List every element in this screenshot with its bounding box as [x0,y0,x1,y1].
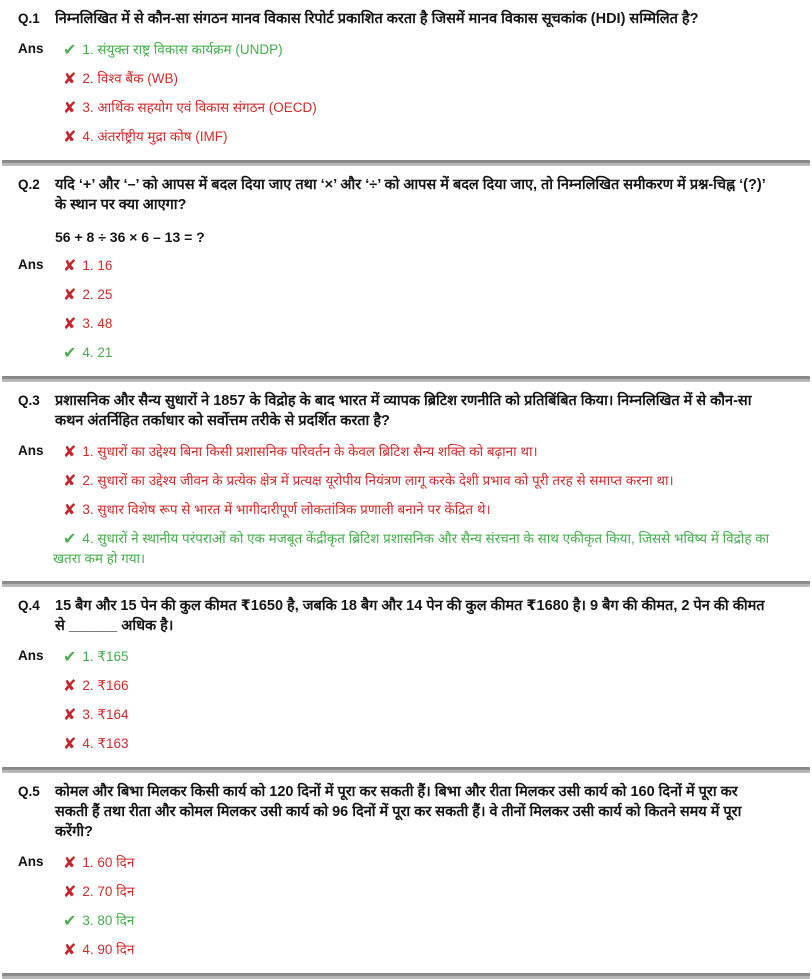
option-text: 2. ₹166 [82,678,129,693]
question-block [0,587,812,767]
question-header-row [18,782,798,842]
option-row [53,256,792,276]
option-text: 1. संयुक्त राष्ट्र विकास कार्यक्रम (UNDP) [82,42,283,57]
question-block [0,773,812,973]
options-list [63,853,798,960]
option-text: 4. 21 [82,345,113,360]
cross-icon: ✘ [63,942,77,959]
option-row [53,98,792,118]
cross-icon: ✘ [63,502,77,519]
option-row [53,940,792,960]
option-text: 4. अंतर्राष्ट्रीय मुद्रा कोष (IMF) [82,129,228,144]
question-header-row [18,175,798,215]
question-number: Q.5 [18,784,40,799]
cross-icon: ✘ [63,258,77,275]
option-row [53,882,792,902]
check-icon: ✔ [63,531,77,548]
question-block [0,382,812,581]
option-row [53,40,792,60]
option-text: 2. विश्व बैंक (WB) [82,71,178,86]
question-text: 15 बैग और 15 पेन की कुल कीमत ₹1650 है, जबकि 18 बैग और 14 पेन की कुल कीमत ₹1680 है। 9 बैग की कीमत, 2 पेन की कीमत से ______ अधिक है। [55,598,765,634]
answer-label: Ans [18,257,44,272]
check-icon: ✔ [63,913,77,930]
option-row [53,647,792,667]
answer-label: Ans [18,648,44,663]
answer-row [18,853,798,960]
option-text: 2. 70 दिन [82,884,135,899]
option-row [53,471,792,491]
answer-label: Ans [18,443,44,458]
question-block [0,0,812,160]
option-text: 2. 25 [82,287,113,302]
option-row [53,734,792,754]
question-header-row [18,596,798,636]
option-text: 3. ₹164 [82,707,129,722]
option-text: 4. ₹163 [82,736,129,751]
answer-label: Ans [18,41,44,56]
option-row [53,911,792,931]
question-text: निम्नलिखित में से कौन-सा संगठन मानव विकास रिपोर्ट प्रकाशित करता है जिसमें मानव विकास सूचकांक (HDI) सम्मिलित है? [55,11,699,27]
cross-icon: ✘ [63,316,77,333]
cross-icon: ✘ [63,129,77,146]
cross-icon: ✘ [63,287,77,304]
options-list [63,256,798,363]
question-number: Q.1 [18,11,40,26]
options-list [63,40,798,147]
option-text: 1. 60 दिन [82,855,135,870]
question-number: Q.2 [18,177,40,192]
answer-label: Ans [18,854,44,869]
option-row [53,442,792,462]
option-row [53,705,792,725]
cross-icon: ✘ [63,71,77,88]
cross-icon: ✘ [63,707,77,724]
cross-icon: ✘ [63,473,77,490]
option-text: 1. 16 [82,258,113,273]
equation-text: 56 + 8 ÷ 36 × 6 – 13 = ? [55,229,205,245]
answer-row [18,40,798,147]
cross-icon: ✘ [63,100,77,117]
option-text: 1. ₹165 [82,649,129,664]
question-text: यदि ‘+’ और ‘–’ को आपस में बदल दिया जाए तथा ‘×’ और ‘÷’ को आपस में बदल दिया जाए, तो निम्नलिखित समीकरण में प्रश्न-चिह्न ‘(?)’ के स्थान पर क्या आएगा? [55,177,766,213]
cross-icon: ✘ [63,736,77,753]
check-icon: ✔ [63,345,77,362]
option-text: 3. 80 दिन [82,913,135,928]
check-icon: ✔ [63,42,77,59]
option-text: 4. 90 दिन [82,942,135,957]
option-row [53,853,792,873]
section-divider [2,973,810,979]
option-row [53,285,792,305]
option-row [53,127,792,147]
question-header-row [18,391,798,431]
question-header-row [18,9,798,29]
cross-icon: ✘ [63,884,77,901]
option-row [53,529,792,568]
option-text: 3. आर्थिक सहयोग एवं विकास संगठन (OECD) [82,100,317,115]
cross-icon: ✘ [63,855,77,872]
check-icon: ✔ [63,649,77,666]
question-text: कोमल और बिभा मिलकर किसी कार्य को 120 दिनों में पूरा कर सकती हैं। बिभा और रीता मिलकर उसी कार्य को 160 दिनों में पूरा कर सकती हैं तथा रीता और कोमल मिलकर उसी कार्य को 96 दिनों में पूरा कर सकती हैं। वे तीनों मिलकर उसी कार्य को कितने समय में पूरा करेंगी? [55,784,742,840]
option-row [53,69,792,89]
option-text: 2. सुधारों का उद्देश्य जीवन के प्रत्येक क्षेत्र में प्रत्यक्ष यूरोपीय नियंत्रण लागू करके देशी प्रभाव को पूरी तरह से समाप्त करना था। [82,473,674,488]
option-row [53,500,792,520]
answer-row [18,442,798,568]
options-list [63,647,798,754]
question-text: प्रशासनिक और सैन्य सुधारों ने 1857 के विद्रोह के बाद भारत में व्यापक ब्रिटिश रणनीति को प्रतिबिंबित किया। निम्नलिखित में से कौन-सा कथन अंतर्निहित तर्काधार को सर्वोत्तम तरीके से प्रदर्शित करता है? [55,393,752,429]
option-row [53,676,792,696]
answer-row [18,647,798,754]
question-number: Q.4 [18,598,40,613]
answer-row [18,256,798,363]
option-text: 4. सुधारों ने स्थानीय परंपराओं को एक मजबूत केंद्रीकृत ब्रिटिश प्रशासनिक और सैन्य संरचना के साथ एकीकृत किया, जिससे भविष्य में विद्रोह का खतरा कम हो गया। [53,531,770,566]
option-row [53,343,792,363]
cross-icon: ✘ [63,678,77,695]
options-list [53,442,798,568]
question-number: Q.3 [18,393,40,408]
cross-icon: ✘ [63,444,77,461]
option-text: 1. सुधारों का उद्देश्य बिना किसी प्रशासनिक परिवर्तन के केवल ब्रिटिश सैन्य शक्ति को बढ़ाना था। [82,444,538,459]
question-block [0,166,812,376]
option-text: 3. सुधार विशेष रूप से भारत में भागीदारीपूर्ण लोकतांत्रिक प्रणाली बनाने पर केंद्रित थे। [82,502,491,517]
option-text: 3. 48 [82,316,113,331]
option-row [53,314,792,334]
